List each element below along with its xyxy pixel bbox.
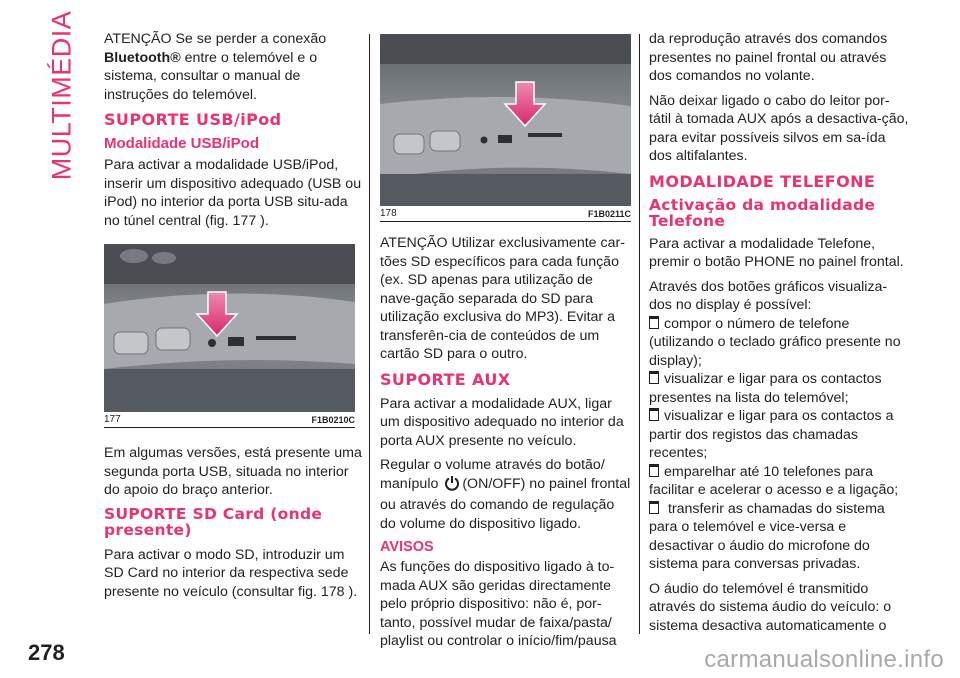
figure-177 bbox=[104, 244, 355, 428]
bullet-icon bbox=[649, 316, 659, 329]
sd-paragraph: Para activar o modo SD, introduzir um SD Card no interior da respectiva sede presente no veículo (consultar fig. 178 ). bbox=[104, 546, 358, 600]
heading-sd: SUPORTE SD Card (onde presente) bbox=[104, 504, 323, 539]
bullet-icon bbox=[649, 464, 659, 477]
figure-178 bbox=[380, 34, 631, 222]
second-usb-paragraph: Em algumas versões, está presente uma segunda porta USB, situada no interior do apoio do braço anterior. bbox=[104, 445, 362, 498]
bullet-item: visualizar e ligar para os contactos a partir dos registos das chamadas recentes; bbox=[649, 408, 894, 461]
cable-paragraph: Não deixar ligado o cabo do leitor por-tátil à tomada AUX após a desactiva-ção, para evitar possíveis silvos em sa-ída dos altifalantes. bbox=[649, 92, 909, 164]
column-3 bbox=[649, 30, 909, 641]
audio-paragraph: O áudio do telemóvel é transmitido através do sistema áudio do veículo: o sistema desactiva automaticamente o bbox=[649, 580, 892, 634]
aux-paragraph-1: Para activar a modalidade AUX, ligar um dispositivo adequado no interior da porta AUX presente no veículo. bbox=[380, 395, 624, 449]
heading-usb-mode: Modalidade USB/iPod bbox=[104, 135, 260, 152]
section-title-text: MULTIMÉDIA bbox=[46, 10, 77, 180]
reproduction-paragraph: da reprodução através dos comandos presentes no painel frontal ou através dos comandos no volante. bbox=[649, 31, 888, 84]
bullet-item: compor o número de telefone (utilizando o teclado gráfico presente no display); bbox=[649, 315, 901, 369]
usb-paragraph: Para activar a modalidade USB/iPod, inserir um dispositivo adequado (USB ou iPod) no interior da porta USB situ-ada no túnel central (fig. 177 ). bbox=[104, 157, 362, 229]
bluetooth-warning: ATENÇÃO Se se perder a conexão Bluetooth® entre o telemóvel e o sistema, consultar o manual de instruções do telemóvel. bbox=[104, 31, 327, 103]
watermark: carmanualsonline.info bbox=[704, 646, 944, 673]
bullet-item: emparelhar até 10 telefones para facilitar e acelerar o acesso e a ligação; bbox=[649, 463, 899, 498]
bullet-item: visualizar e ligar para os contactos presentes na lista do telemóvel; bbox=[649, 371, 882, 406]
column-1 bbox=[104, 30, 362, 607]
figure-178-caption: 178 F1B0211C bbox=[380, 208, 631, 219]
sd-slot-photo bbox=[380, 34, 631, 206]
bullet-icon bbox=[649, 501, 659, 514]
phone-paragraph-2: Através dos botões gráficos visualiza-dos no display é possível: bbox=[649, 278, 888, 313]
heading-phone-mode: MODALIDADE TELEFONE bbox=[649, 171, 876, 191]
heading-avisos: AVISOS bbox=[380, 539, 434, 555]
usb-port-photo bbox=[104, 244, 355, 412]
phone-paragraph-1: Para activar a modalidade Telefone, premir o botão PHONE no painel frontal. bbox=[649, 235, 904, 270]
bullet-icon bbox=[649, 408, 659, 421]
aux-paragraph-2: Regular o volume através do botão/ manípulo (ON/OFF) no painel frontal ou através do comando de regulação do volume do dispositivo ligado. bbox=[380, 457, 631, 532]
column-2 bbox=[380, 30, 632, 657]
page-number: 278 bbox=[28, 640, 65, 665]
heading-phone-activation: Activação da modalidade Telefone bbox=[649, 195, 876, 230]
sd-warning-paragraph: ATENÇÃO Utilizar exclusivamente car-tões SD específicos para cada função (ex. SD apenas para utilização de nave-gação separada do SD para utilização exclusiva do MP3). Evitar a transferên-cia de conteúdos de um cartão SD para o outro. bbox=[380, 235, 625, 362]
figure-177-caption: 177 F1B0210C bbox=[104, 414, 355, 425]
section-title bbox=[38, 10, 86, 180]
heading-usb: SUPORTE USB/iPod bbox=[104, 110, 282, 129]
power-icon bbox=[444, 475, 460, 497]
heading-aux: SUPORTE AUX bbox=[380, 369, 511, 389]
bullet-icon bbox=[649, 371, 659, 384]
column-divider-2 bbox=[639, 34, 640, 634]
avisos-paragraph: As funções do dispositivo ligado à to-mada AUX são geridas directamente pelo próprio dispositivo: não é, por-tanto, possível mudar de faixa/pasta/ playlist ou controlar o início/fim/pausa bbox=[380, 559, 617, 649]
column-divider-1 bbox=[369, 34, 370, 634]
bullet-item: transferir as chamadas do sistema para o telemóvel e vice-versa e desactivar o áudio do microfone do sistema para conversas privadas. bbox=[649, 500, 885, 572]
